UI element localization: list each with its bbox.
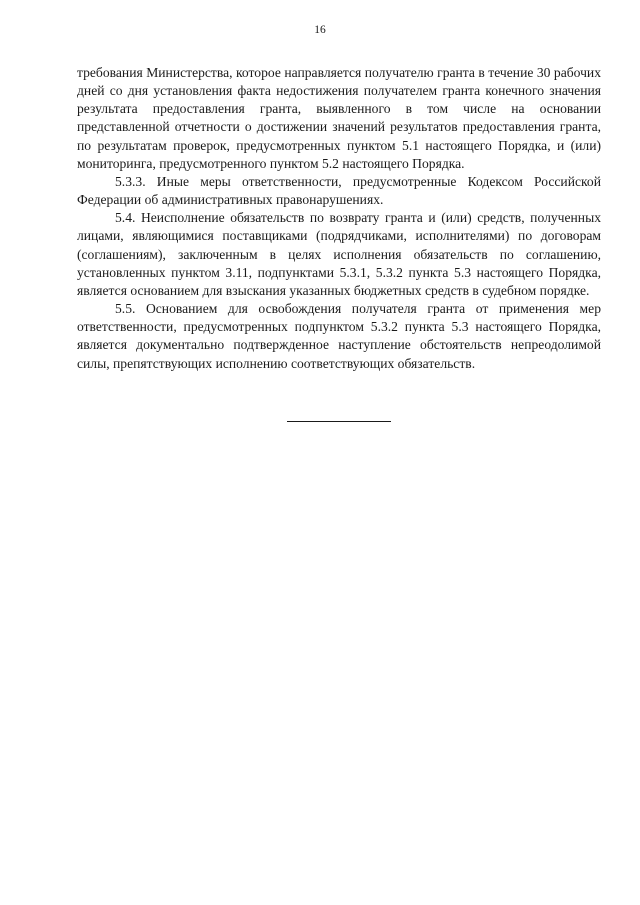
- paragraph-5-5: 5.5. Основанием для освобождения получателя гранта от применения мер ответственности, предусмотренных подпунктом 5.3.2 пункта 5.3 настоящего Порядка, является документально подтвержденное наступление обстоятельств непреодолимой силы, препятствующих исполнению соответствующих обязательств.: [77, 301, 601, 371]
- paragraph-5-3-2-continuation: требования Министерства, которое направляется получателю гранта в течение 30 рабочих дней со дня установления факта недостижения получателем гранта конечного значения результата предоставления гранта, выявленного в том числе на основании представленной отчетности о достижении значений результатов предоставления гранта, по результатам проверок, предусмотренных пунктом 5.1 настоящего Порядка, и (или) мониторинга, предусмотренного пунктом 5.2 настоящего Порядка.: [77, 65, 601, 171]
- paragraph-5-4: 5.4. Неисполнение обязательств по возврату гранта и (или) средств, полученных лицами, являющимися поставщиками (подрядчиками, исполнителями) по договорам (соглашениям), заключенным в целях исполнения обязательств по соглашению, установленных пунктом 3.11, подпунктами 5.3.1, 5.3.2 пункта 5.3 настоящего Порядка, является основанием для взыскания указанных бюджетных средств в судебном порядке.: [77, 210, 601, 298]
- paragraph-5-3-3: 5.3.3. Иные меры ответственности, предусмотренные Кодексом Российской Федерации об административных правонарушениях.: [77, 173, 601, 208]
- end-separator-line: [287, 421, 391, 422]
- page-number: 16: [314, 24, 326, 36]
- document-body: [77, 64, 601, 373]
